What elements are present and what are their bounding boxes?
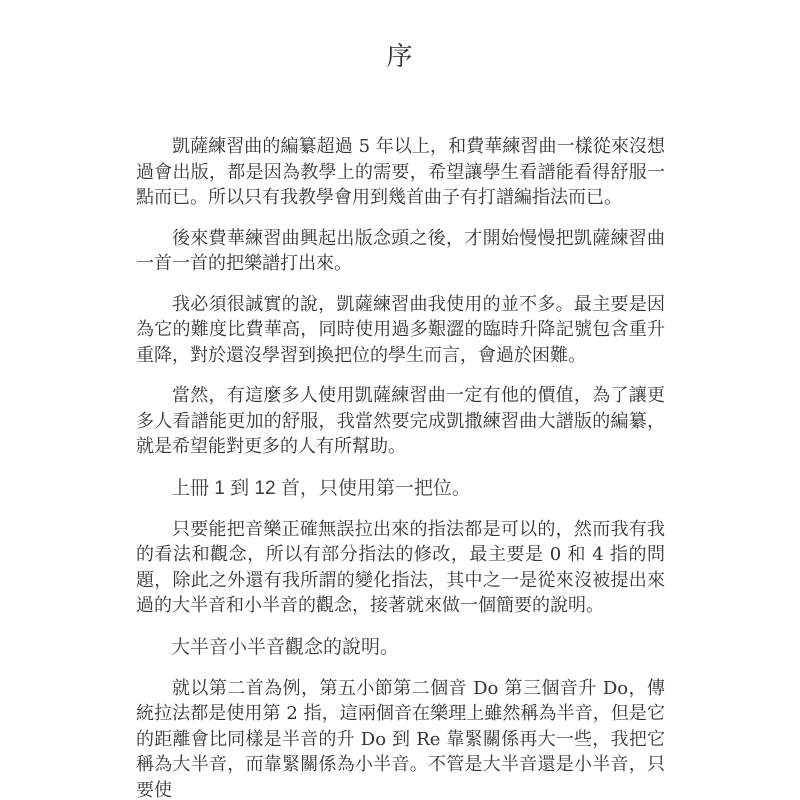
paragraph: 就以第二首為例，第五小節第二個音 Do 第三個音升 Do，傳統拉法都是使用第 2 指，這兩個音在樂理上雖然稱為半音，但是它的距離會比同樣是半音的升 Do 到 Re 靠緊關係再大一些，我把它稱為大半音，而靠緊關係為小半音。不管是大半音還是小半音，只要使 (136, 677, 665, 800)
paragraph: 後來費華練習曲興起出版念頭之後，才開始慢慢把凱薩練習曲一首一首的把樂譜打出來。 (136, 227, 665, 274)
page-title: 序 (386, 42, 415, 72)
paragraph: 凱薩練習曲的編纂超過 5 年以上，和費華練習曲一樣從來沒想過會出版，都是因為教學上的需要，希望讓學生看譜能看得舒服一點而已。所以只有我教學會用到幾首曲子有打譜編指法而已。 (136, 136, 665, 208)
section-heading-semitone-concept: 大半音小半音觀念的說明。 (171, 636, 400, 658)
paragraph: 我必須很誠實的說，凱薩練習曲我使用的並不多。最主要是因為它的難度比費華高，同時使用過多艱澀的臨時升降記號包含重升重降，對於還沒學習到換把位的學生而言，會過於困難。 (136, 293, 665, 366)
section-heading-volume1-range: 上冊 1 到 12 首，只使用第一把位。 (171, 477, 471, 499)
paragraph: 當然，有這麼多人使用凱薩練習曲一定有他的價值，為了讓更多人看譜能更加的舒服，我當然要完成凱撒練習曲大譜版的編纂，就是希望能對更多的人有所幫助。 (136, 385, 665, 457)
paragraph: 只要能把音樂正確無誤拉出來的指法都是可以的，然而我有我的看法和觀念，所以有部分指法的修改，最主要是 0 和 4 指的問題，除此之外還有我所謂的變化指法，其中之一是從來沒被提出來過的大半音和小半音的觀念，接著就來做一個簡要的說明。 (136, 518, 665, 616)
text-column (136, 0, 665, 800)
